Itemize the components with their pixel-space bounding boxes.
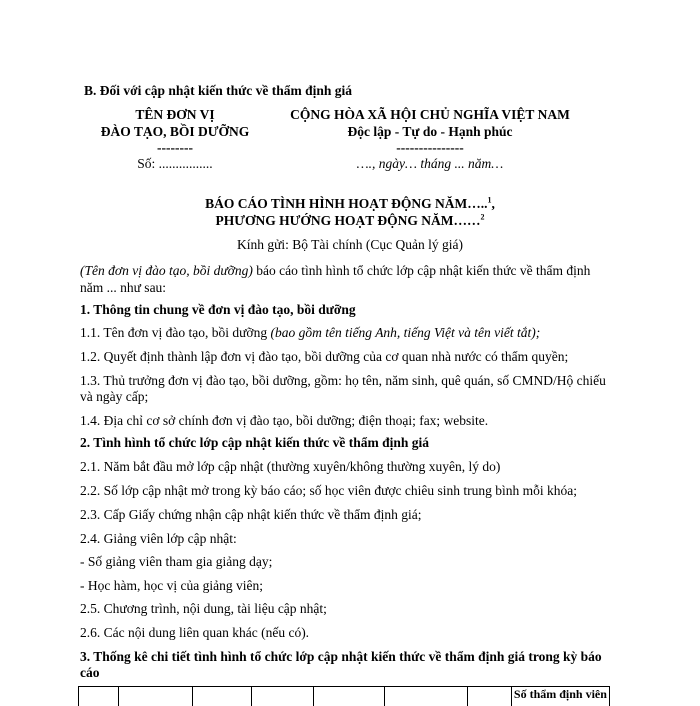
national-title: CỘNG HÒA XÃ HỘI CHỦ NGHĨA VIỆT NAM: [270, 106, 590, 123]
report-title-text1: BÁO CÁO TÌNH HÌNH HOẠT ĐỘNG NĂM…..: [205, 196, 487, 211]
section-1-3-line2: và ngày cấp;: [80, 388, 148, 406]
national-header: [270, 106, 590, 172]
report-title-line2: [90, 212, 610, 230]
section-1-heading: 1. Thông tin chung về đơn vị đào tạo, bồi dưỡng: [80, 301, 356, 319]
section-2-4-b: - Học hàm, học vị của giảng viên;: [80, 577, 263, 595]
section-1-1-text: 1.1. Tên đơn vị đào tạo, bồi dưỡng: [80, 325, 270, 340]
document-number: Số: ................: [85, 155, 265, 172]
report-title-text2: PHƯƠNG HƯỚNG HOẠT ĐỘNG NĂM……: [216, 213, 481, 228]
issuer-block: [85, 106, 265, 172]
section-2-4: 2.4. Giảng viên lớp cập nhật:: [80, 530, 237, 548]
section-2-5: 2.5. Chương trình, nội dung, tài liệu cập nhật;: [80, 600, 327, 618]
table-header-row: [79, 687, 610, 706]
table-header-cell: [79, 687, 119, 706]
table-header-cell: [118, 687, 192, 706]
section-b-title: B. Đối với cập nhật kiến thức về thẩm định giá: [84, 82, 352, 100]
table-header-last: Số thẩm định viên: [511, 687, 609, 706]
statistics-table: [78, 686, 610, 706]
intro-line2: năm ... như sau:: [80, 279, 166, 297]
section-1-4: 1.4. Địa chỉ cơ sở chính đơn vị đào tạo, bồi dưỡng; điện thoại; fax; website.: [80, 412, 488, 430]
table-header-cell: [192, 687, 251, 706]
section-2-4-a: - Số giảng viên tham gia giảng dạy;: [80, 553, 272, 571]
table-header-cell: [251, 687, 314, 706]
national-motto: Độc lập - Tự do - Hạnh phúc: [270, 123, 590, 140]
issuer-separator: --------: [85, 140, 265, 155]
issuer-name-line2: ĐÀO TẠO, BỒI DƯỠNG: [85, 123, 265, 140]
intro-text: báo cáo tình hình tổ chức lớp cập nhật kiến thức về thẩm định: [253, 263, 590, 278]
motto-separator: ---------------: [270, 140, 590, 155]
section-3-heading-line1: 3. Thống kê chi tiết tình hình tổ chức lớp cập nhật kiến thức về thẩm định giá trong kỳ báo: [80, 648, 602, 666]
section-2-heading: 2. Tình hình tổ chức lớp cập nhật kiến thức về thẩm định giá: [80, 434, 429, 452]
section-2-3: 2.3. Cấp Giấy chứng nhận cập nhật kiến thức về thẩm định giá;: [80, 506, 422, 524]
section-1-1: [80, 324, 540, 342]
section-1-1-note: (bao gồm tên tiếng Anh, tiếng Việt và tên viết tắt);: [270, 325, 540, 340]
section-2-6: 2.6. Các nội dung liên quan khác (nếu có).: [80, 624, 309, 642]
issuer-name-line1: TÊN ĐƠN VỊ: [85, 106, 265, 123]
section-2-1: 2.1. Năm bắt đầu mở lớp cập nhật (thường xuyên/không thường xuyên, lý do): [80, 458, 500, 476]
table-header-cell: [468, 687, 511, 706]
report-title-comma: ,: [491, 196, 494, 211]
section-3-heading-line2: cáo: [80, 664, 100, 682]
section-1-3-line1: 1.3. Thủ trưởng đơn vị đào tạo, bồi dưỡng, gồm: họ tên, năm sinh, quê quán, số CMND/Hộ chiếu: [80, 372, 606, 390]
section-1-2: 1.2. Quyết định thành lập đơn vị đào tạo, bồi dưỡng của cơ quan nhà nước có thẩm quyền;: [80, 348, 568, 366]
place-date: …., ngày… tháng ... năm…: [270, 155, 590, 172]
section-2-2: 2.2. Số lớp cập nhật mở trong kỳ báo cáo; số học viên được chiêu sinh trung bình mỗi khóa;: [80, 482, 577, 500]
table-header-cell: [314, 687, 384, 706]
footnote-ref-1: 1: [487, 196, 491, 205]
intro-line1: [80, 262, 590, 280]
intro-unit-placeholder: (Tên đơn vị đào tạo, bồi dưỡng): [80, 263, 253, 278]
report-title-line1: [90, 195, 610, 213]
recipient: Kính gửi: Bộ Tài chính (Cục Quản lý giá): [90, 236, 610, 254]
table-header-cell: [384, 687, 468, 706]
footnote-ref-2: 2: [481, 213, 485, 222]
